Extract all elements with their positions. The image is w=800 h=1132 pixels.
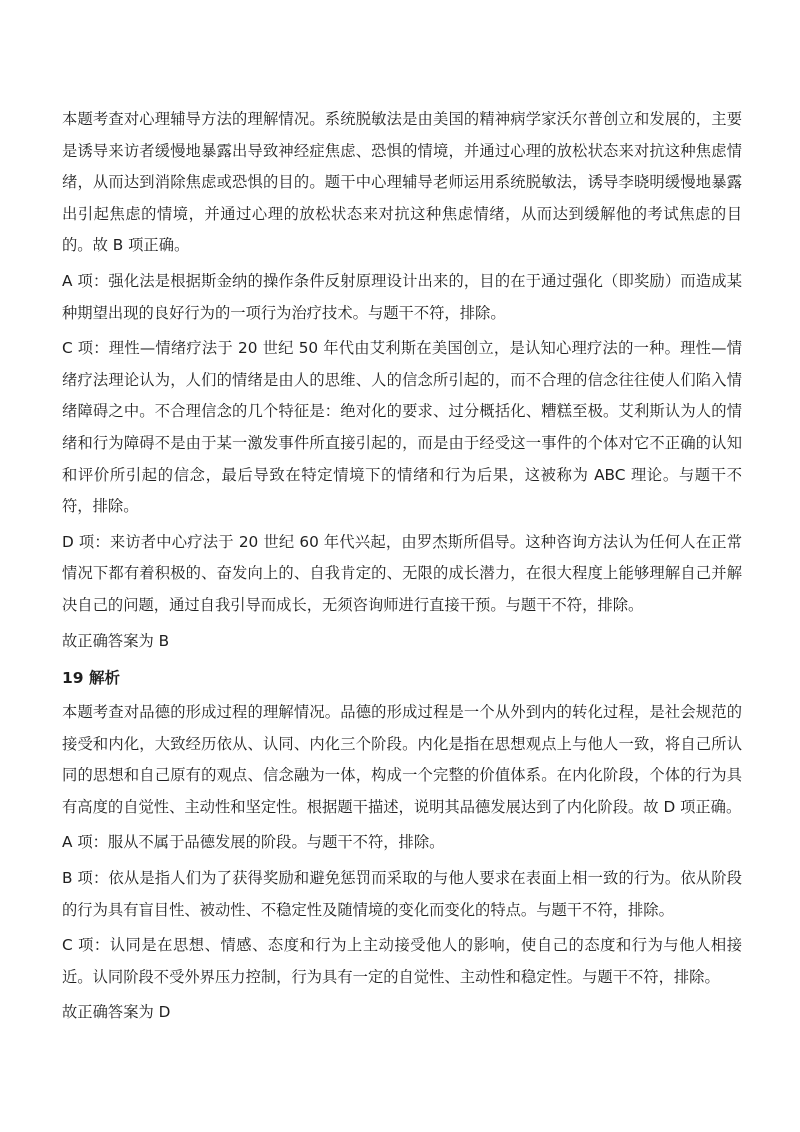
option-d-paragraph: D 项：来访者中心疗法于 20 世纪 60 年代兴起，由罗杰斯所倡导。这种咨询方法认为任何人在正常情况下都有着积极的、奋发向上的、自我肯定的、无限的成长潜力，在很大程度上能够理解自己并解决自己的问题，通过自我引导而成长，无须咨询师进行直接干预。与题干不符，排除。 [62, 532, 742, 614]
option-a-paragraph: A 项：服从不属于品德发展的阶段。与题干不符，排除。 [62, 833, 445, 852]
correct-answer: 故正确答案为 B [62, 631, 170, 650]
document-page [62, 104, 742, 1035]
explanation-paragraph: 本题考查对品德的形成过程的理解情况。品德的形成过程是一个从外到内的转化过程，是社会规范的接受和内化，大致经历依从、认同、内化三个阶段。内化是指在思想观点上与他人一致，将自己所认同的思想和自己原有的观点、信念融为一体，构成一个完整的价值体系。在内化阶段，个体的行为具有高度的自觉性、主动性和坚定性。根据题干描述，说明其品德发展达到了内化阶段。故 D 项正确。 [62, 703, 742, 816]
option-b-paragraph: B 项：依从是指人们为了获得奖励和避免惩罚而采取的与他人要求在表面上相一致的行为。依从阶段的行为具有盲目性、被动性、不稳定性及随情境的变化而变化的特点。与题干不符，排除。 [62, 869, 742, 919]
explanation-paragraph: 本题考查对心理辅导方法的理解情况。系统脱敏法是由美国的精神病学家沃尔普创立和发展的，主要是诱导来访者缓慢地暴露出导致神经症焦虑、恐惧的情境，并通过心理的放松状态来对抗这种焦虑情绪，从而达到消除焦虑或恐惧的目的。题干中心理辅导老师运用系统脱敏法，诱导李晓明缓慢地暴露出引起焦虑的情境，并通过心理的放松状态来对抗这种焦虑情绪，从而达到缓解他的考试焦虑的目的。故 B 项正确。 [62, 110, 742, 255]
option-a-paragraph: A 项：强化法是根据斯金纳的操作条件反射原理设计出来的，目的在于通过强化（即奖励）而造成某种期望出现的良好行为的一项行为治疗技术。与题干不符，排除。 [62, 271, 742, 322]
section-heading: 19 解析 [62, 669, 120, 688]
option-c-paragraph: C 项：理性—情绪疗法于 20 世纪 50 年代由艾利斯在美国创立，是认知心理疗法的一种。理性—情绪疗法理论认为，人们的情绪是由人的思维、人的信念所引起的，而不合理的信念往往使人们陷入情绪障碍之中。不合理信念的几个特征是：绝对化的要求、过分概括化、糟糕至极。艾利斯认为人的情绪和行为障碍不是由于某一激发事件所直接引起的，而是由于经受这一事件的个体对它不正确的认知和评价所引起的信念，最后导致在特定情境下的情绪和行为后果，这被称为 ABC 理论。与题干不符，排除。 [62, 339, 742, 516]
option-c-paragraph: C 项：认同是在思想、情感、态度和行为上主动接受他人的影响，使自己的态度和行为与他人相接近。认同阶段不受外界压力控制，行为具有一定的自觉性、主动性和稳定性。与题干不符，排除。 [62, 936, 742, 986]
correct-answer: 故正确答案为 D [62, 1003, 171, 1022]
